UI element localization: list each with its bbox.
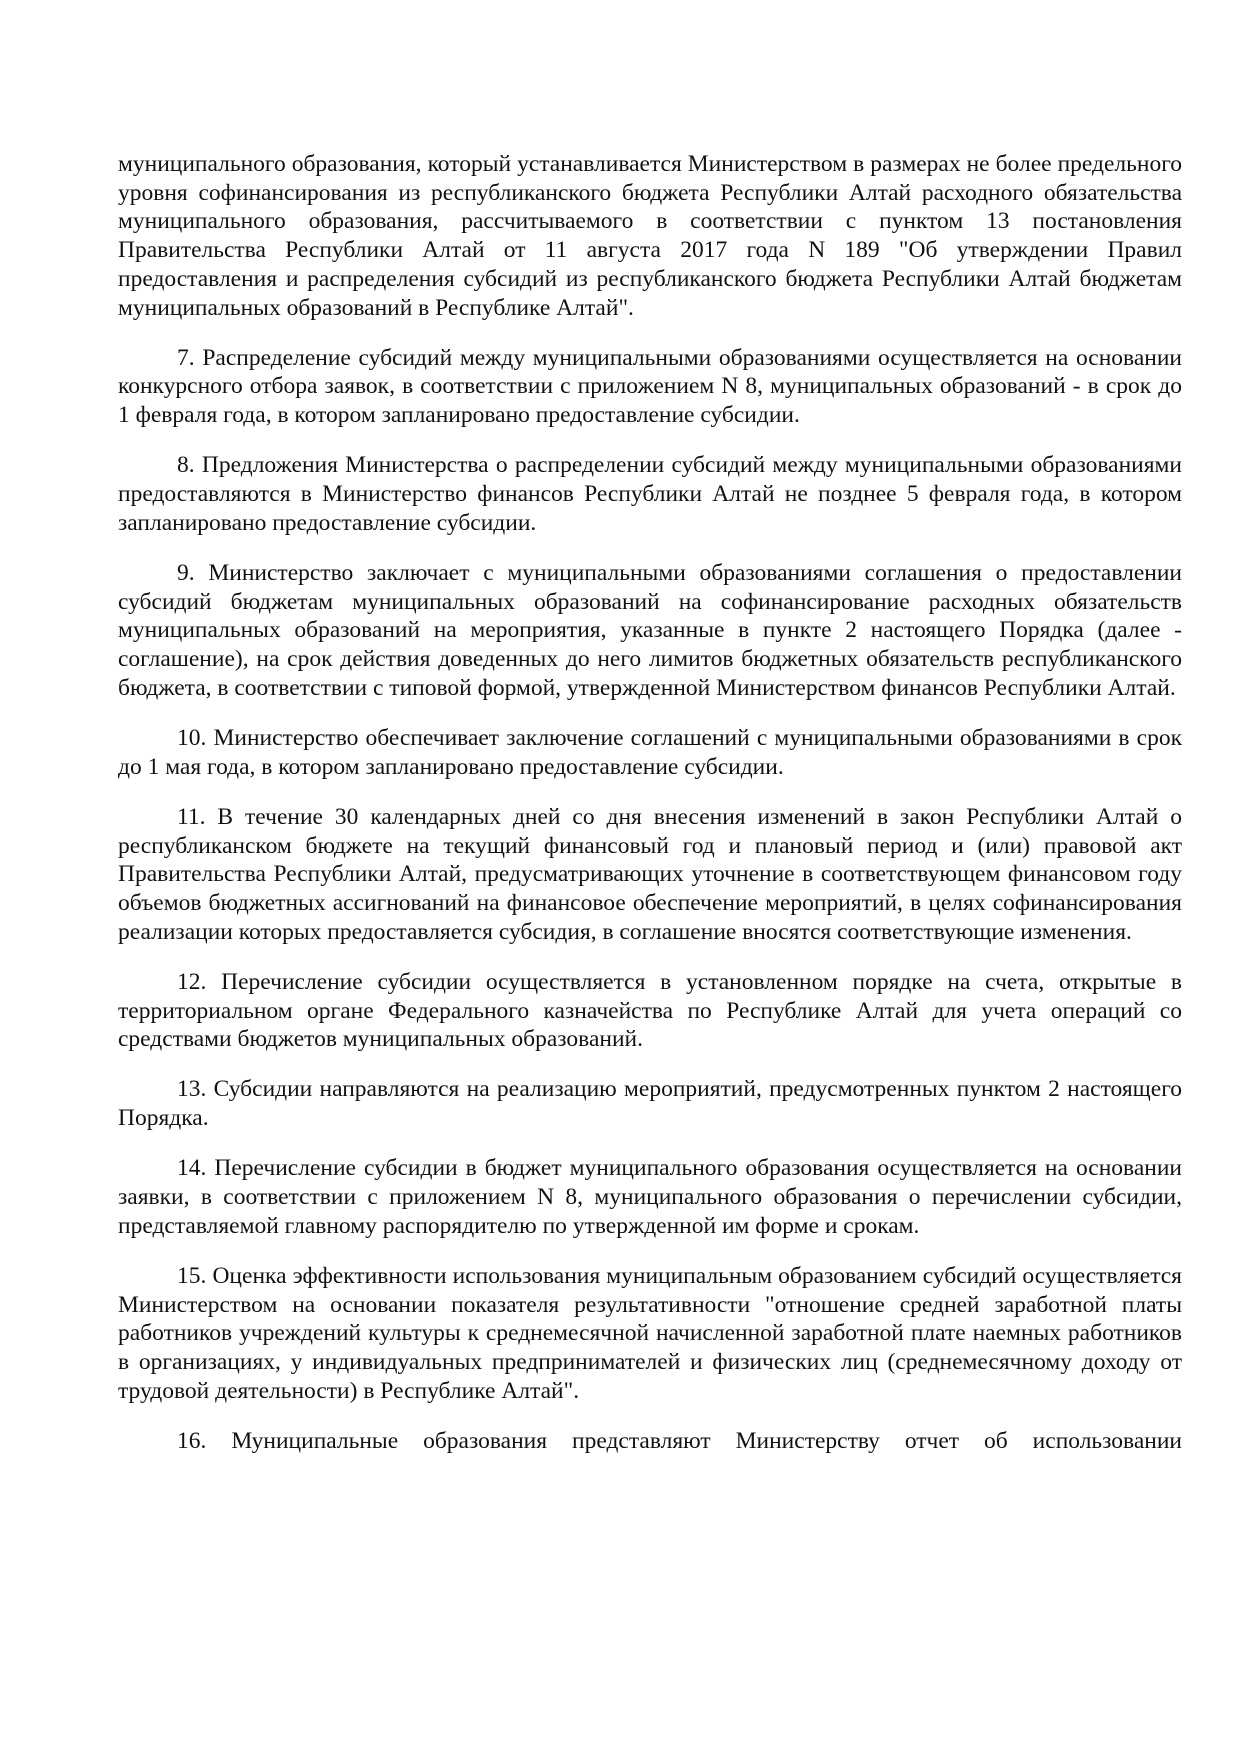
paragraph-9: 9. Министерство заключает с муниципальными образованиями соглашения о предоставлении субсидий бюджетам муниципальных образований на софинансирование расходных обязательств муниципальных образований на мероприятия, указанные в пункте 2 настоящего Порядка (далее - соглашение), на срок действия доведенных до него лимитов бюджетных обязательств республиканского бюджета, в соответствии с типовой формой, утвержденной Министерством финансов Республики Алтай. (118, 559, 1182, 701)
paragraph-15: 15. Оценка эффективности использования муниципальным образованием субсидий осуществляется Министерством на основании показателя результативности "отношение средней заработной платы работников учреждений культуры к среднемесячной начисленной заработной плате наемных работников в организациях, у индивидуальных предпринимателей и физических лиц (среднемесячному доходу от трудовой деятельности) в Республике Алтай". (118, 1263, 1182, 1404)
document-page (118, 150, 1182, 1477)
paragraph-8: 8. Предложения Министерства о распределении субсидий между муниципальными образованиями предоставляются в Министерство финансов Республики Алтай не позднее 5 февраля года, в котором запланировано предоставление субсидии. (118, 452, 1182, 536)
paragraph-12: 12. Перечисление субсидии осуществляется в установленном порядке на счета, открытые в территориальном органе Федерального казначейства по Республике Алтай для учета операций со средствами бюджетов муниципальных образований. (118, 968, 1182, 1053)
paragraph-16: 16. Муниципальные образования представляют Министерству отчет об использовании (177, 1428, 1182, 1455)
paragraph-10: 10. Министерство обеспечивает заключение соглашений с муниципальными образованиями в срок до 1 мая года, в котором запланировано предоставление субсидии. (118, 724, 1182, 780)
paragraph-14: 14. Перечисление субсидии в бюджет муниципального образования осуществляется на основании заявки, в соответствии с приложением N 8, муниципального образования о перечислении субсидии, представляемой главному распорядителю по утвержденной им форме и срокам. (118, 1155, 1182, 1239)
paragraph-13: 13. Субсидии направляются на реализацию мероприятий, предусмотренных пунктом 2 настоящего Порядка. (118, 1076, 1182, 1132)
paragraph-7: 7. Распределение субсидий между муниципальными образованиями осуществляется на основании конкурсного отбора заявок, в соответствии с приложением N 8, муниципальных образований - в срок до 1 февраля года, в котором запланировано предоставление субсидии. (118, 344, 1182, 429)
paragraph-continuation: муниципального образования, который устанавливается Министерством в размерах не более предельного уровня софинансирования из республиканского бюджета Республики Алтай расходного обязательства муниципального образования, рассчитываемого в соответствии с пунктом 13 постановления Правительства Республики Алтай от 11 августа 2017 года N 189 "Об утверждении Правил предоставления и распределения субсидий из республиканского бюджета Республики Алтай бюджетам муниципальных образований в Республике Алтай". (118, 151, 1182, 321)
paragraph-11: 11. В течение 30 календарных дней со дня внесения изменений в закон Республики Алтай о республиканском бюджете на текущий финансовый год и плановый период и (или) правовой акт Правительства Республики Алтай, предусматривающих уточнение в соответствующем финансовом году объемов бюджетных ассигнований на финансовое обеспечение мероприятий, в целях софинансирования реализации которых предоставляется субсидия, в соглашение вносятся соответствующие изменения. (118, 803, 1182, 945)
